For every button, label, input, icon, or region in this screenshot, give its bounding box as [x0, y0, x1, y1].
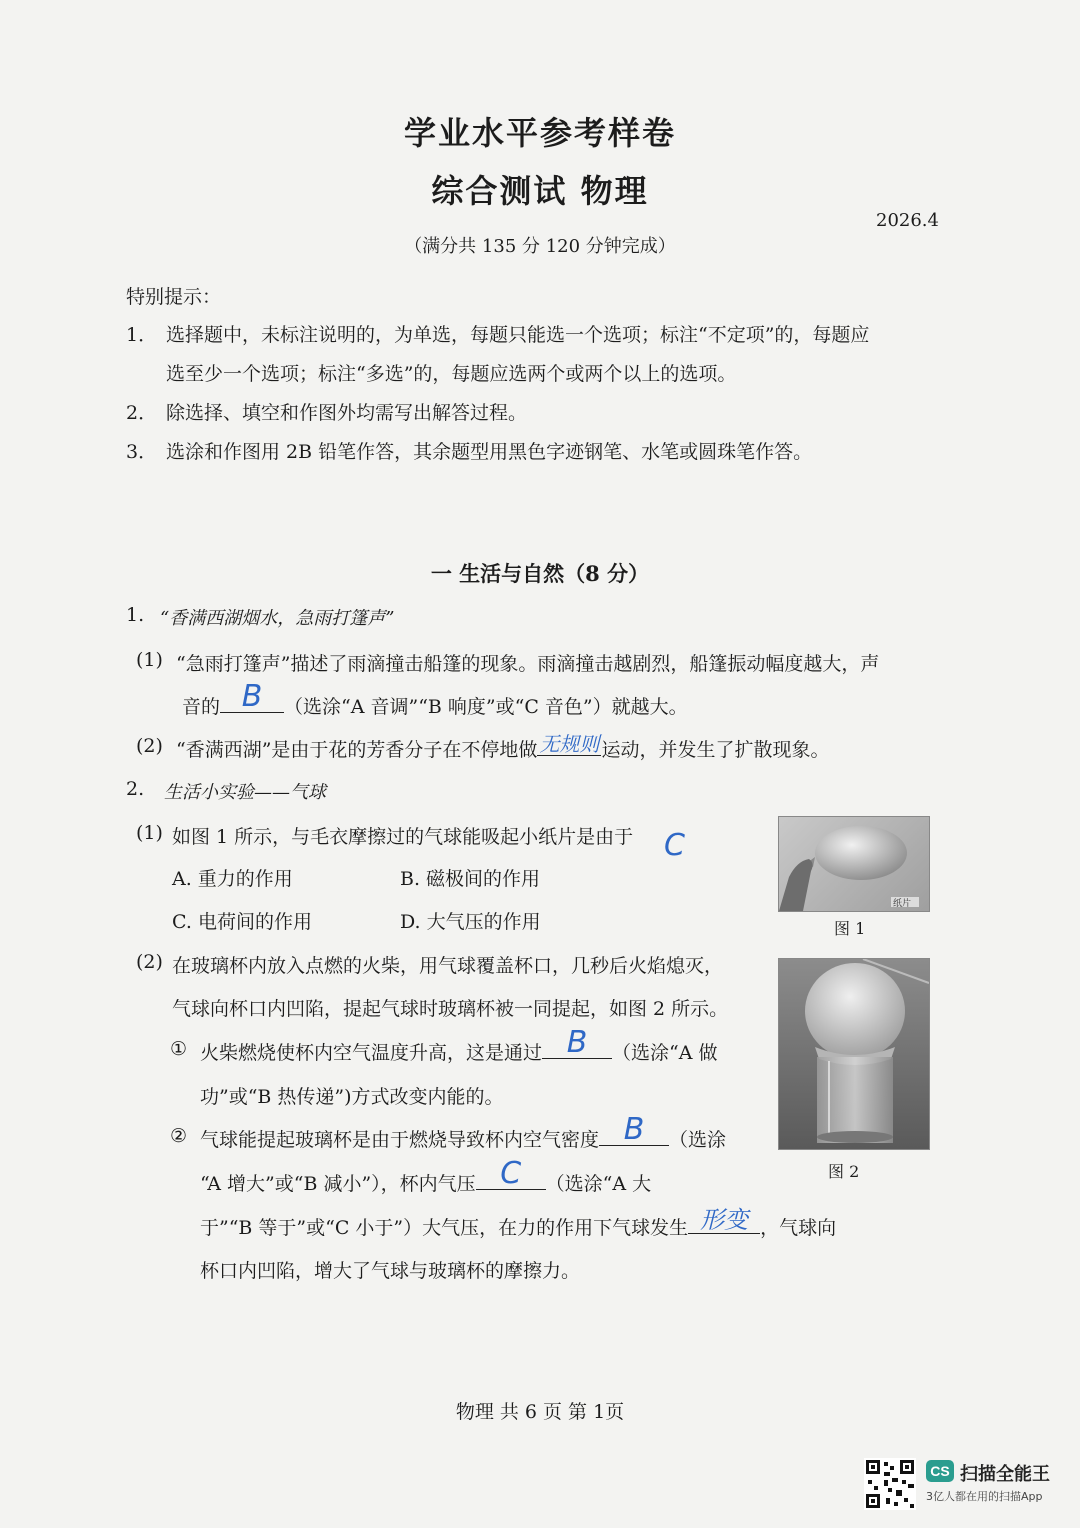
q1-part2-b: 运动，并发生了扩散现象。 — [601, 739, 830, 761]
q2-sub1-line2: 功”或“B 热传递”)方式改变内能的。 — [200, 1086, 504, 1108]
q2-sub2-answer2-blank[interactable] — [476, 1156, 546, 1191]
note-1-line1: 选择题中，未标注说明的，为单选，每题只能选一个选项；标注“不定项”的，每题应 — [166, 324, 870, 346]
q2-sub1-b: （选涂“A 做 — [612, 1042, 718, 1064]
q1-part1-answer-blank[interactable] — [220, 679, 284, 714]
q2-part1-text: 如图 1 所示，与毛衣摩擦过的气球能吸起小纸片是由于 — [172, 826, 634, 848]
q1-part2-a: “香满西湖”是由于花的芳香分子在不停地做 — [176, 739, 538, 761]
note-1-number: 1． — [126, 324, 158, 346]
q2-sub2-line3 — [200, 1206, 837, 1240]
q2-title: 生活小实验——气球 — [164, 782, 326, 803]
q2-sub2-line3-b: ，气球向 — [760, 1217, 837, 1239]
q2-sub1-line1 — [200, 1025, 718, 1065]
q2-part2-label: (2) — [136, 951, 163, 973]
q2-sub2-answer-blank[interactable] — [599, 1112, 669, 1147]
note-1-line2: 选至少一个选项；标注“多选”的，每题应选两个或两个以上的选项。 — [166, 363, 737, 385]
exam-title: 学业水平参考样卷 — [403, 114, 676, 152]
q1-part2-answer: 无规则 — [539, 732, 600, 756]
q2-sub2-line3-a: 于”“B 等于”或“C 小于”）大气压，在力的作用下气球发生 — [200, 1217, 689, 1239]
q2-sub2-answer3-blank[interactable] — [688, 1206, 760, 1234]
q2-part2-line1: 在玻璃杯内放入点燃的火柴，用气球覆盖杯口，几秒后火焰熄灭， — [172, 955, 724, 977]
page-footer: 物理 共 6 页 第 1页 — [455, 1401, 625, 1423]
q2-sub2-answer2: C — [500, 1156, 522, 1191]
score-info: （满分共 135 分 120 分钟完成） — [404, 236, 676, 257]
exam-date: 2026.4 — [876, 210, 939, 231]
notes-heading: 特别提示： — [126, 286, 222, 308]
figure-2-photo — [778, 958, 930, 1150]
exam-subtitle: 综合测试 物理 — [431, 172, 649, 210]
q2-number: 2. — [126, 778, 145, 800]
q2-option-d[interactable]: D. 大气压的作用 — [400, 911, 541, 933]
q2-sub1-answer: B — [566, 1025, 588, 1060]
q2-sub2-line2-a: “A 增大”或“B 减小”），杯内气压 — [200, 1173, 476, 1195]
q1-part1-line2-b: （选涂“A 音调”“B 响度”或“C 音色”）就越大。 — [284, 696, 688, 718]
q1-number: 1. — [126, 604, 145, 626]
q2-sub2-a: 气球能提起玻璃杯是由于燃烧导致杯内空气密度 — [200, 1129, 600, 1151]
q1-part2-label: (2) — [136, 735, 163, 757]
paper-scrap-label: 纸片 — [893, 899, 912, 909]
note-2-number: 2． — [126, 402, 158, 424]
note-3-number: 3． — [126, 441, 158, 463]
camscanner-logo-icon: CS — [926, 1460, 954, 1482]
figure-1-label: 图 1 — [834, 919, 866, 938]
note-3-text: 选涂和作图用 2B 铅笔作答，其余题型用黑色字迹钢笔、水笔或圆珠笔作答。 — [166, 441, 813, 463]
balloon-glass-illustration — [779, 959, 929, 1149]
qr-code-graphic — [864, 1458, 916, 1510]
q1-part2-answer-blank[interactable] — [537, 732, 601, 756]
qr-code-icon — [864, 1458, 916, 1510]
q2-sub2-b: （选涂 — [669, 1129, 727, 1151]
q2-sub1-answer-blank[interactable] — [542, 1025, 612, 1060]
balloon-hand-illustration — [779, 817, 929, 911]
note-2-text: 除选择、填空和作图外均需写出解答过程。 — [166, 402, 528, 424]
q2-sub1-a: 火柴燃烧使杯内空气温度升高，这是通过 — [200, 1042, 543, 1064]
q2-part1-answer: C — [664, 828, 685, 863]
figure-2-label: 图 2 — [828, 1162, 860, 1181]
figure-1-photo — [778, 816, 930, 912]
q2-sub2-line1 — [200, 1112, 727, 1152]
q2-sub2-mark: ② — [170, 1125, 188, 1147]
q2-part1-label: (1) — [136, 822, 163, 844]
q2-part2-line2: 气球向杯口内凹陷，提起气球时玻璃杯被一同提起，如图 2 所示。 — [172, 998, 729, 1020]
q1-part1-label: (1) — [136, 649, 163, 671]
q2-sub2-line2 — [200, 1156, 652, 1196]
q2-sub2-answer3: 形变 — [700, 1206, 749, 1234]
q2-sub2-line2-b: （选涂“A 大 — [545, 1173, 652, 1195]
q1-part2-line — [176, 732, 830, 762]
camscanner-tagline: 3亿人都在用的扫描App — [926, 1490, 1043, 1503]
q2-sub2-line4: 杯口内凹陷，增大了气球与玻璃杯的摩擦力。 — [200, 1260, 581, 1282]
q1-title: “香满西湖烟水，急雨打篷声” — [160, 608, 395, 629]
q1-part1-answer: B — [241, 679, 263, 714]
q1-part1-line2-a: 音的 — [182, 696, 221, 718]
q2-option-c[interactable]: C. 电荷间的作用 — [172, 911, 312, 933]
camscanner-brand-name: 扫描全能王 — [960, 1464, 1050, 1485]
q1-part1-line2 — [182, 679, 688, 719]
q2-option-a[interactable]: A. 重力的作用 — [172, 868, 293, 890]
q1-part1-line1: “急雨打篷声”描述了雨滴撞击船篷的现象。雨滴撞击越剧烈，船篷振动幅度越大，声 — [176, 653, 880, 675]
q2-option-b[interactable]: B. 磁极间的作用 — [400, 868, 541, 890]
section-title: 一 生活与自然（8 分） — [430, 561, 650, 586]
q2-sub1-mark: ① — [170, 1038, 188, 1060]
q2-sub2-answer: B — [623, 1112, 645, 1147]
